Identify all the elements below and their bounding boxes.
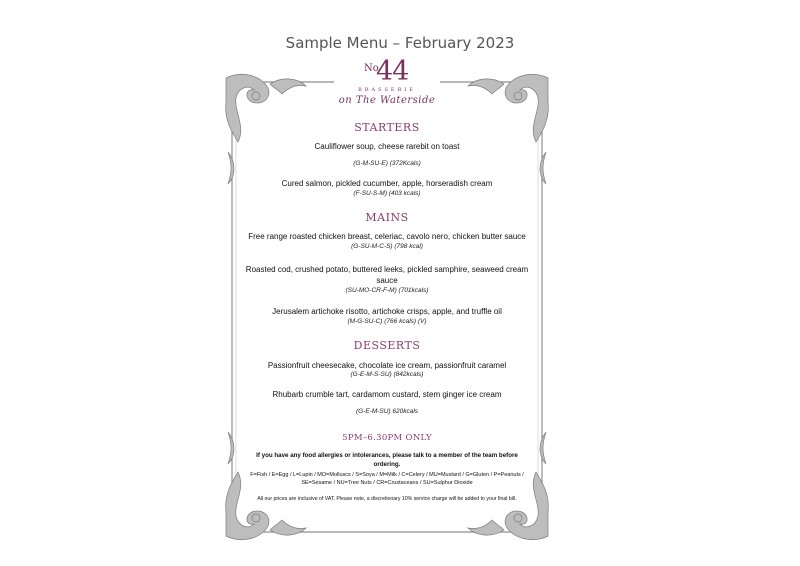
vat-note: All our prices are inclusive of VAT. Please note, a discretionary 10% service charge will be added to your final bill. [257, 496, 517, 502]
dish-name-line2: sauce [376, 276, 398, 285]
dish-allergen-code: (G-E-M-SU) 620kcals [355, 408, 419, 415]
section-title-mains: MAINS [365, 211, 409, 224]
page-title: Sample Menu – February 2023 [285, 34, 515, 52]
dish-allergen-code: (G-SU-M-C-S) (798 kcal) [351, 243, 423, 250]
logo-brasserie: BRASSERIE [358, 87, 416, 93]
dish-name: Cured salmon, pickled cucumber, apple, horseradish cream [281, 179, 493, 188]
dish-allergen-code: (F-SU-S-M) (403 kcals) [353, 190, 421, 197]
dish-name: Free range roasted chicken breast, celeriac, cavolo nero, chicken butter sauce [248, 232, 526, 241]
dish-allergen-code: (G-E-M-S-SU) (842kcals) [350, 371, 424, 378]
dish-name: Rhubarb crumble tart, cardamom custard, stem ginger ice cream [272, 390, 502, 399]
logo-number: 44 [376, 56, 409, 87]
dish-allergen-code: (G-M-SU-E) (372Kcals) [353, 160, 421, 167]
allergen-legend-line1: F=Fish / E=Egg / L=Lupin / MO=Molluscs / S=Soya / M=Milk / C=Celery / MU=Mustard / G=Gluten / P=Peanuts / [250, 472, 524, 478]
dish-name: Cauliflower soup, cheese rarebit on toast [314, 142, 460, 151]
allergen-legend-line2: SE=Sesame / NU=Tree Nuts / CR=Crustaceans / SU=Sulphur Dioxide [301, 480, 473, 486]
logo-no: No [364, 63, 379, 74]
section-title-desserts: DESSERTS [353, 339, 421, 352]
allergy-notice-line1: If you have any food allergies or intolerances, please talk to a member of the team before [256, 452, 518, 459]
service-time-note: 5PM–6.30PM ONLY [342, 433, 432, 443]
logo-tagline: on The Waterside [338, 95, 436, 106]
dish-allergen-code: (M-G-SU-C) (766 kcals) (V) [347, 318, 427, 325]
dish-name-line1: Roasted cod, crushed potato, buttered leeks, pickled samphire, seaweed cream [245, 265, 529, 274]
dish-allergen-code: (SU-MO-CR-F-M) (701kcals) [345, 287, 429, 294]
dish-name: Passionfruit cheesecake, chocolate ice cream, passionfruit caramel [267, 361, 507, 370]
section-title-starters: STARTERS [354, 121, 420, 134]
allergy-notice-line2: ordering. [373, 461, 401, 468]
dish-name: Jerusalem artichoke risotto, artichoke crisps, apple, and truffle oil [272, 307, 502, 316]
